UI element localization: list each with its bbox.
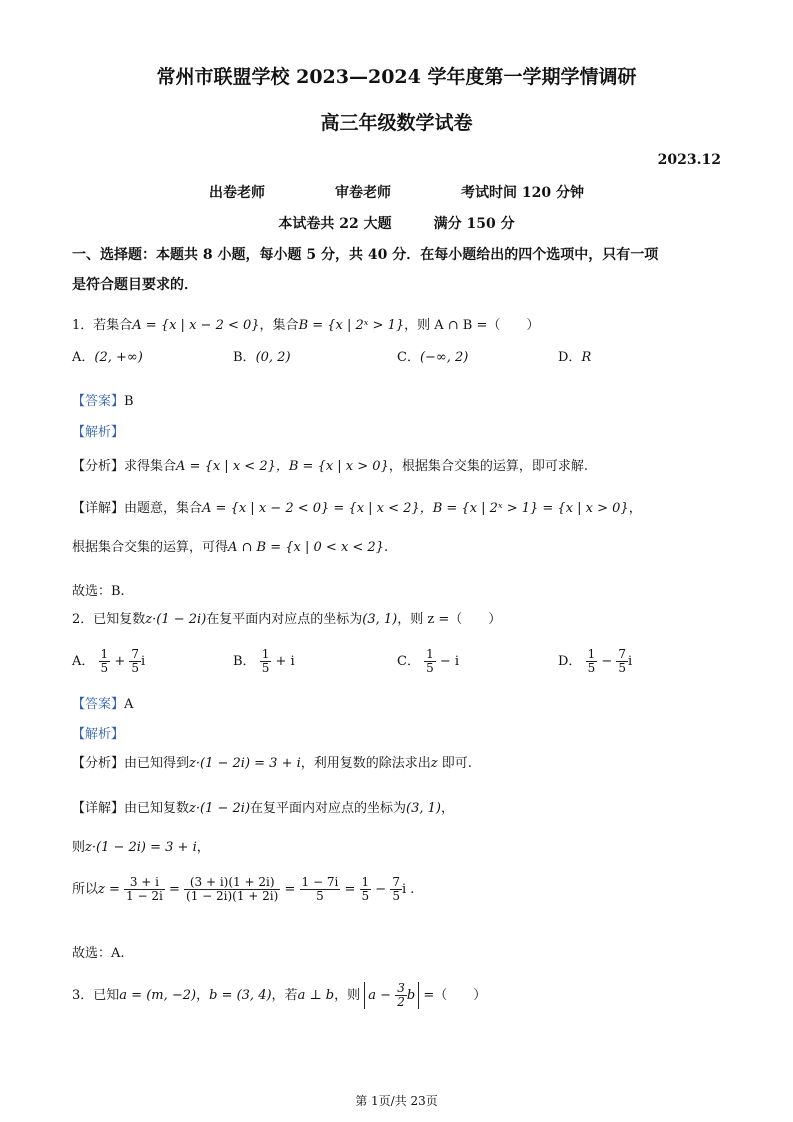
q2-stem-prefix: 2．已知复数: [72, 612, 146, 627]
q1-stem-prefix: 1．若集合: [72, 318, 133, 333]
q1-option-c-text: (−∞, 2): [419, 350, 469, 365]
q2-c-den: 5: [426, 661, 434, 676]
q2-b-den: 5: [261, 661, 270, 676]
q1-choice: 故选：B.: [72, 584, 125, 599]
q1-option-d: [558, 346, 591, 365]
q3-then-text: ，则: [334, 988, 361, 1004]
q2-eq-2: =: [284, 882, 296, 898]
q2-frac-1: [124, 876, 165, 903]
section-heading-line2: 是符合题目要求的．: [72, 277, 198, 293]
q3-stem-prefix: 3．已知: [72, 988, 120, 1004]
q2-option-d-frac1: [586, 648, 598, 675]
q3-abs-expression: [364, 982, 419, 1009]
q1-intersection-line: [72, 536, 388, 555]
q2-frac-4: [360, 876, 372, 903]
q1-line2-math: A ∩ B = {x | 0 < x < 2}: [228, 540, 384, 555]
q2-fenxi-text2: ，利用复数的除法求出: [300, 756, 431, 771]
q3-vec-a: a = (m, −2): [119, 988, 197, 1004]
q2-xiangjie-text2: 在复平面内对应点的坐标为: [250, 801, 407, 816]
q2-a-num1: 1: [100, 647, 109, 661]
q2-frac-1-num: 3 + i: [124, 876, 165, 890]
q2-option-b: [233, 648, 295, 675]
q2-d-den2: 5: [618, 661, 627, 676]
q2-b-num: 1: [261, 647, 270, 661]
q3-cond-math: a ⊥ b: [297, 988, 335, 1004]
exam-info-line1: 出卷老师 审卷老师 考试时间 120 分钟: [209, 185, 584, 201]
q2-frac-3-num: 1 − 7i: [301, 875, 339, 889]
q2-frac-4-den: 5: [361, 889, 370, 904]
q2-analysis-tag: 【解析】: [72, 727, 125, 742]
q2-fenxi-text3: 即可.: [437, 756, 472, 771]
q2-fenxi-z: z: [430, 756, 438, 771]
q2-stem-coord: (3, 1): [362, 612, 398, 627]
q2-a-op: +: [114, 654, 126, 670]
q2-a-den2: 5: [131, 661, 139, 676]
q3-abs-num: 3: [397, 981, 405, 995]
q2-d-op: −: [601, 654, 613, 670]
q1-option-b-label: B．: [233, 350, 256, 365]
q1-fenxi-text2: ，根据集合交集的运算，即可求解.: [388, 459, 588, 474]
exam-title: 常州市联盟学校 2023—2024 学年度第一学期学情调研: [156, 66, 637, 88]
q1-option-a: [72, 346, 143, 365]
q2-d-num2: 7: [618, 647, 627, 661]
q1-fenxi: [72, 455, 588, 474]
q2-frac-1-den: 1 − 2i: [126, 889, 163, 904]
exam-date: 2023.12: [657, 152, 721, 168]
q2-then-line: [72, 836, 210, 855]
q2-a-den1: 5: [100, 661, 109, 676]
q1-option-d-text: R: [581, 350, 592, 365]
q2-frac-4-num: 1: [361, 875, 370, 889]
q3-vec-b: b = (3, 4): [209, 988, 272, 1004]
q1-option-a-text: (2, +∞): [94, 350, 143, 365]
q2-eq-3: =: [344, 882, 356, 898]
q2-so-z: z =: [98, 882, 120, 898]
q2-xiangjie: [72, 797, 454, 816]
q2-b-rest: + i: [275, 654, 295, 670]
q2-choice: 故选：A.: [72, 946, 125, 961]
exam-info-line2: 本试卷共 22 大题 满分 150 分: [278, 216, 515, 232]
q1-answer-tag: 【答案】: [72, 394, 125, 409]
q2-frac-3-den: 5: [316, 889, 324, 904]
q2-a-num2: 7: [131, 647, 139, 661]
q2-frac-5: [390, 876, 402, 903]
q2-minus: −: [375, 882, 387, 898]
question-3-stem: [72, 982, 486, 1009]
q2-d-i: i: [628, 654, 633, 670]
q2-stem-mid: 在复平面内对应点的坐标为: [206, 612, 363, 627]
q2-option-c-frac: [424, 648, 436, 675]
q2-d-den1: 5: [587, 661, 596, 676]
q2-answer-tag: 【答案】: [72, 697, 125, 712]
q2-c-rest: − i: [439, 654, 460, 670]
q2-xiangjie-math: z·(1 − 2i): [189, 801, 251, 816]
q3-cond-text: ，若: [271, 988, 298, 1004]
page-number: 第 1页/共 23页: [355, 1094, 438, 1108]
q2-stem-tail: ，则 z =（ ）: [397, 612, 502, 627]
q2-fenxi-tag: 【分析】: [72, 756, 125, 771]
q3-comma: ，: [196, 988, 210, 1004]
q2-answer-value: A: [124, 697, 134, 712]
q3-abs-den: 2: [397, 995, 405, 1010]
q2-xiangjie-text1: 由已知复数: [124, 801, 190, 816]
q1-option-b-text: (0, 2): [255, 350, 291, 365]
q2-option-a: [72, 648, 145, 675]
q1-stem-tail: ，则 A ∩ B =（ ）: [404, 318, 540, 333]
q1-line2-end: .: [383, 540, 389, 555]
exam-subtitle: 高三年级数学试卷: [320, 112, 473, 134]
q1-line2-text: 根据集合交集的运算，可得: [72, 540, 229, 555]
q1-option-d-label: D．: [558, 350, 582, 365]
q2-option-c: [397, 648, 459, 675]
q1-fenxi-text1: 求得集合: [124, 459, 177, 474]
q1-option-c: [397, 346, 468, 365]
q2-then-text: 则: [72, 840, 86, 855]
q2-option-a-frac1: [99, 648, 111, 675]
q1-option-c-label: C．: [397, 350, 420, 365]
q2-fenxi-math: z·(1 − 2i) = 3 + i: [189, 756, 301, 771]
q2-solution-line: [72, 876, 414, 903]
q1-option-b: [233, 346, 291, 365]
q1-xiangjie-text1: 由题意，集合: [124, 501, 203, 516]
q2-then-math: z·(1 − 2i) = 3 + i: [85, 840, 197, 855]
q2-frac-3: [300, 876, 341, 903]
q2-frac-5-den: 5: [392, 889, 400, 904]
q2-frac-2: [184, 876, 280, 903]
q2-xiangjie-tag: 【详解】: [72, 801, 125, 816]
q2-so-text: 所以: [72, 882, 99, 898]
q1-option-a-label: A．: [72, 350, 95, 365]
q2-frac-5-num: 7: [392, 875, 400, 889]
section-heading-line1: 一、选择题：本题共 8 小题，每小题 5 分，共 40 分．在每小题给出的四个选项中，只有一项: [72, 247, 659, 263]
q2-a-i: i: [141, 654, 146, 670]
q2-so-end: i .: [401, 882, 415, 898]
q2-option-a-frac2: [129, 648, 141, 675]
q2-fenxi-text1: 由已知得到: [124, 756, 190, 771]
q1-fenxi-math: A = {x | x < 2}，B = {x | x > 0}: [176, 459, 389, 474]
q1-answer: [72, 390, 134, 409]
question-2-stem: [72, 608, 501, 627]
q2-option-b-label: B．: [233, 654, 256, 670]
question-1-stem: [72, 314, 539, 333]
q2-xiangjie-coord: (3, 1): [406, 801, 441, 816]
q2-c-num: 1: [426, 647, 434, 661]
q1-xiangjie: [72, 497, 642, 516]
q3-abs-frac: [395, 982, 407, 1009]
q2-stem-math: z·(1 − 2i): [145, 612, 207, 627]
q1-set-a: A = {x | x − 2 < 0}: [132, 318, 260, 333]
q2-then-end: ，: [196, 840, 210, 855]
q2-eq-1: =: [168, 882, 180, 898]
q1-xiangjie-math: A = {x | x − 2 < 0} = {x | x < 2}，B = {x | 2ˣ > 1} = {x | x > 0}: [202, 501, 629, 516]
q1-set-b: B = {x | 2ˣ > 1}: [298, 318, 405, 333]
q2-answer: [72, 693, 133, 712]
q2-option-d-label: D．: [558, 654, 582, 670]
q2-option-a-label: A．: [72, 654, 95, 670]
q3-abs-b: b: [406, 988, 416, 1004]
q2-option-d: [558, 648, 632, 675]
q1-answer-value: B: [124, 394, 134, 409]
q2-option-d-frac2: [616, 648, 628, 675]
q2-xiangjie-end: ，: [440, 801, 454, 816]
q2-frac-2-num: (3 + i)(1 + 2i): [184, 876, 280, 890]
q1-xiangjie-tag: 【详解】: [72, 501, 125, 516]
q3-abs-a: a −: [368, 988, 392, 1004]
q2-fenxi: [72, 752, 472, 771]
q1-analysis-tag: 【解析】: [72, 425, 125, 440]
q2-option-b-frac: [260, 648, 272, 675]
q2-frac-2-den: (1 − 2i)(1 + 2i): [186, 889, 279, 904]
q1-xiangjie-end: ，: [628, 501, 642, 516]
q1-stem-mid: ，集合: [259, 318, 299, 333]
q2-option-c-label: C．: [397, 654, 420, 670]
q3-tail: =（ ）: [423, 988, 487, 1004]
q1-fenxi-tag: 【分析】: [72, 459, 125, 474]
q2-d-num1: 1: [587, 647, 596, 661]
